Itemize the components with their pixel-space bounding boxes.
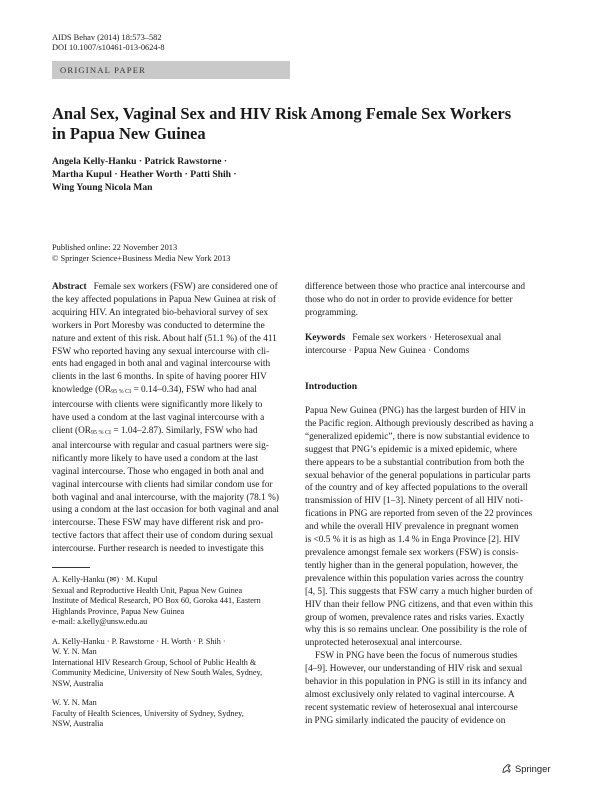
introduction-body xyxy=(305,405,543,728)
affiliation-line: NSW, Australia xyxy=(52,678,104,688)
abstract-line: programming. xyxy=(305,307,358,318)
keywords-section xyxy=(305,332,543,358)
introduction-line: almost exclusively only related to vaginal intercourse. A xyxy=(305,689,515,700)
affiliation-line: A. Kelly-Hanku (✉) · M. Kupul xyxy=(52,575,158,584)
introduction-line: of the country and of key affected populations to the overall xyxy=(305,483,528,494)
springer-logo xyxy=(501,763,550,774)
introduction-line: prevalence within this population varies across the country xyxy=(305,573,524,584)
introduction-line: “generalized epidemic”, there is now substantial evidence to xyxy=(305,431,530,442)
affiliation-line: Highlands Province, Papua New Guinea xyxy=(52,606,185,616)
abstract-line xyxy=(52,384,291,399)
affiliation-line: NSW, Australia xyxy=(52,719,104,728)
abstract-line: nificantly more likely to have used a condom at the last xyxy=(52,453,259,464)
email-link[interactable]: e-mail: a.kelly@unsw.edu.au xyxy=(52,617,148,626)
abstract-line: Female sex workers (FSW) are considered one of xyxy=(93,282,278,292)
affiliation-line: International HIV Research Group, School of Public Health & xyxy=(52,657,257,667)
introduction-line: sexual behavior of the general populations in particular parts xyxy=(305,470,531,481)
introduction-line: in PNG similarly indicated the paucity of evidence on xyxy=(305,715,506,726)
abstract-line: FSW who reported having any sexual intercourse with cli- xyxy=(52,346,270,357)
abstract-text: = 1.04–2.87). Similarly, FSW who had xyxy=(111,425,258,436)
abstract-label: Abstract xyxy=(52,282,87,292)
introduction-line: tently higher than in the general population, however, the xyxy=(305,560,518,571)
keywords-line: Female sex workers · Heterosexual anal xyxy=(352,333,502,343)
section-banner-label: ORIGINAL PAPER xyxy=(60,65,147,75)
abstract-line: intercourse. These FSW may have different risk and pro- xyxy=(52,518,264,529)
abstract-line: the key affected populations in Papua New Guinea at risk of xyxy=(52,294,276,305)
abstract-text: client (OR xyxy=(52,425,91,436)
affiliation-line: Institute of Medical Research, PO Box 60, Goroka 441, Eastern xyxy=(52,596,261,605)
keywords-label: Keywords xyxy=(305,333,346,343)
affiliation-block xyxy=(52,637,292,690)
affiliation-line: Community Medicine, University of New South Wales, Sydney, xyxy=(52,668,263,677)
introduction-line: there appears to be a substantial contribution from both the xyxy=(305,457,525,468)
keywords-line: intercourse · Papua New Guinea · Condoms xyxy=(305,345,470,356)
introduction-line: transmission of HIV [1–3]. Ninety percent of all HIV noti- xyxy=(305,496,524,507)
abstract-line: vaginal intercourse with clients had similar condom use for xyxy=(52,479,273,490)
introduction-line: why this is so remains unclear. One possibility is the role of xyxy=(305,625,528,636)
abstract-subscript: 95 % CI xyxy=(91,429,111,436)
abstract-text: knowledge (OR xyxy=(52,385,112,396)
abstract-subscript: 95 % CI xyxy=(111,389,132,396)
abstract-line: difference between those who practice anal intercourse and xyxy=(305,282,526,292)
introduction-line: the Pacific region. Although previously described as having a xyxy=(305,418,534,429)
abstract-line: nature and extent of this risk. About half (51.1 %) of the 411 xyxy=(52,333,277,344)
abstract-line: ents had engaged in both anal and vaginal intercourse with xyxy=(52,359,271,370)
introduction-line: group of women, prevalence rates and risks varies. Exactly xyxy=(305,612,525,623)
introduction-line: is <0.5 % it is as high as 1.4 % in Enga Province [2]. HIV xyxy=(305,535,521,546)
affiliation-line: Faculty of Health Sciences, University of Sydney, Sydney, xyxy=(52,708,244,718)
introduction-line: behavior in this population in PNG is still in its infancy and xyxy=(305,677,527,688)
introduction-paragraph xyxy=(305,650,543,727)
author-line: Angela Kelly-Hanku · Patrick Rawstorne · xyxy=(52,156,228,167)
introduction-line: HIV than their fellow PNG citizens, and that even within this xyxy=(305,599,533,610)
affiliation-block xyxy=(52,698,292,730)
abstract-line: both vaginal and anal intercourse, with the majority (78.1 %) xyxy=(52,492,279,503)
introduction-line: fications in PNG are reported from seven of the 22 provinces xyxy=(305,509,533,520)
abstract-line: acquiring HIV. An integrated bio-behavioral survey of sex xyxy=(52,307,269,318)
introduction-line: [4, 5]. This suggests that FSW carry a much higher burden of xyxy=(305,586,533,597)
abstract-line: workers in Port Moresby was conducted to determine the xyxy=(52,320,265,331)
title-line: Anal Sex, Vaginal Sex and HIV Risk Among Female Sex Workers xyxy=(52,104,512,123)
introduction-line: unprotected heterosexual anal intercourse. xyxy=(305,638,462,649)
affiliation-line: W. Y. N. Man xyxy=(52,647,97,656)
doi-link[interactable]: DOI 10.1007/s10461-013-0624-8 xyxy=(52,43,165,52)
author-list xyxy=(52,155,312,194)
abstract-section xyxy=(52,281,291,556)
affiliation-line: A. Kelly-Hanku · P. Rawstorne · H. Worth · P. Shih · xyxy=(52,636,226,646)
journal-citation: AIDS Behav (2014) 18:573–582 xyxy=(52,33,162,42)
introduction-line: recent systematic review of heterosexual anal intercourse xyxy=(305,702,518,713)
affiliation-line: Sexual and Reproductive Health Unit, Papua New Guinea xyxy=(52,585,243,595)
article-title xyxy=(52,104,522,144)
abstract-line: have used a condom at the last vaginal intercourse with a xyxy=(52,413,265,424)
springer-label: Springer xyxy=(515,763,551,774)
affiliations xyxy=(52,575,292,739)
abstract-line: intercourse with clients were significantly more likely to xyxy=(52,400,263,411)
springer-horse-icon xyxy=(501,763,512,774)
introduction-line: Papua New Guinea (PNG) has the largest burden of HIV in xyxy=(305,406,526,416)
copyright-notice: © Springer Science+Business Media New York 2013 xyxy=(52,253,231,263)
abstract-line: vaginal intercourse. Those who engaged in both anal and xyxy=(52,466,264,477)
introduction-line: and while the overall HIV prevalence in pregnant women xyxy=(305,522,519,533)
abstract-line: those who do not in order to provide evidence for better xyxy=(305,294,513,305)
author-line: Wing Young Nicola Man xyxy=(52,182,153,194)
abstract-line: clients in the last 6 months. In spite of having poorer HIV xyxy=(52,372,267,383)
abstract-line xyxy=(52,425,291,440)
introduction-heading: Introduction xyxy=(305,381,358,392)
publication-info xyxy=(52,243,230,264)
introduction-line: prevalence amongst female sex workers (FSW) is consis- xyxy=(305,547,519,558)
abstract-text: = 0.14–0.34), FSW who had anal xyxy=(131,385,257,396)
abstract-line: tective factors that affect their use of condom during sexual xyxy=(52,531,274,542)
introduction-line: suggest that PNG’s epidemic is a mixed epidemic, where xyxy=(305,444,517,455)
abstract-line: anal intercourse with regular and casual partners were sig- xyxy=(52,440,269,451)
published-date: Published online: 22 November 2013 xyxy=(52,243,178,252)
abstract-line: intercourse. Further research is needed to investigate this xyxy=(52,544,264,555)
title-line: in Papua New Guinea xyxy=(52,124,206,143)
introduction-paragraph xyxy=(305,405,543,650)
author-line: Martha Kupul · Heather Worth · Patti Shih · xyxy=(52,169,237,181)
affiliation-block xyxy=(52,575,292,628)
footnote-rule xyxy=(52,567,90,568)
introduction-line: [4–9]. However, our understanding of HIV risk and sexual xyxy=(305,664,523,675)
introduction-line: FSW in PNG have been the focus of numerous studies xyxy=(315,651,518,662)
abstract-continuation xyxy=(305,281,543,320)
abstract-line: using a condom at the last occasion for both vaginal and anal xyxy=(52,505,279,516)
section-banner xyxy=(52,61,290,79)
affiliation-line: W. Y. N. Man xyxy=(52,698,97,707)
